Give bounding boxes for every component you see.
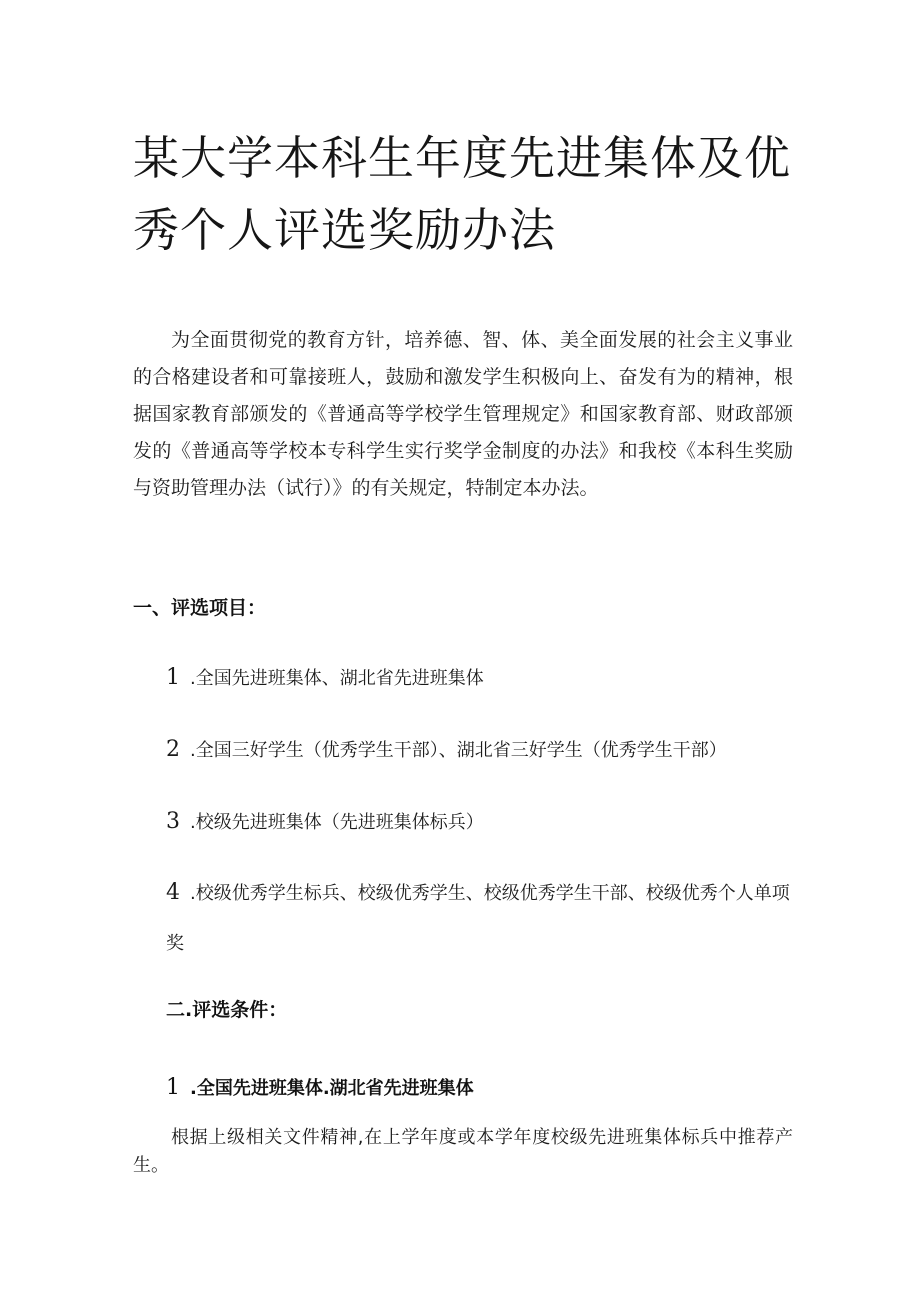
section-1-heading: 一、评选项目： xyxy=(133,597,267,619)
item-text: .全国先进班集体、湖北省先进班集体 xyxy=(190,668,484,689)
list-item xyxy=(166,808,484,837)
intro-paragraph: 为全面贯彻党的教育方针，培养德、智、体、美全面发展的社会主义事业的合格建设者和可靠接班人，鼓励和激发学生积极向上、奋发有为的精神，根据国家教育部颁发的《普通高等学校学生管理规定》和国家教育部、财政部颁发的《普通高等学校本专科学生实行奖学金制度的办法》和我校《本科生奖励与资助管理办法（试行）》的有关规定，特制定本办法。 xyxy=(133,329,793,499)
subsection-title: .全国先进班集体.湖北省先进班集体 xyxy=(190,1078,474,1099)
item-number: 1 xyxy=(166,665,180,690)
list-item xyxy=(166,664,484,693)
subsection-body: 根据上级相关文件精神,在上学年度或本学年度校级先进班集体标兵中推荐产生。 xyxy=(133,1127,793,1176)
document-title: 某大学本科生年度先进集体及优秀个人评选奖励办法 xyxy=(133,131,791,257)
subsection-heading xyxy=(166,1074,474,1103)
item-number: 2 xyxy=(166,737,180,762)
item-text: .校级先进班集体（先进班集体标兵） xyxy=(190,812,484,833)
item-number: 3 xyxy=(166,809,180,834)
list-item xyxy=(166,736,727,765)
subsection-number: 1 xyxy=(166,1075,180,1100)
section-2-heading: 二.评选条件： xyxy=(166,999,288,1021)
item-text: .校级优秀学生标兵、校级优秀学生、校级优秀学生干部、校级优秀个人单项奖 xyxy=(166,883,790,954)
item-text: .全国三好学生（优秀学生干部）、湖北省三好学生（优秀学生干部） xyxy=(190,740,727,761)
list-item xyxy=(166,868,793,969)
item-number: 4 xyxy=(166,880,180,905)
